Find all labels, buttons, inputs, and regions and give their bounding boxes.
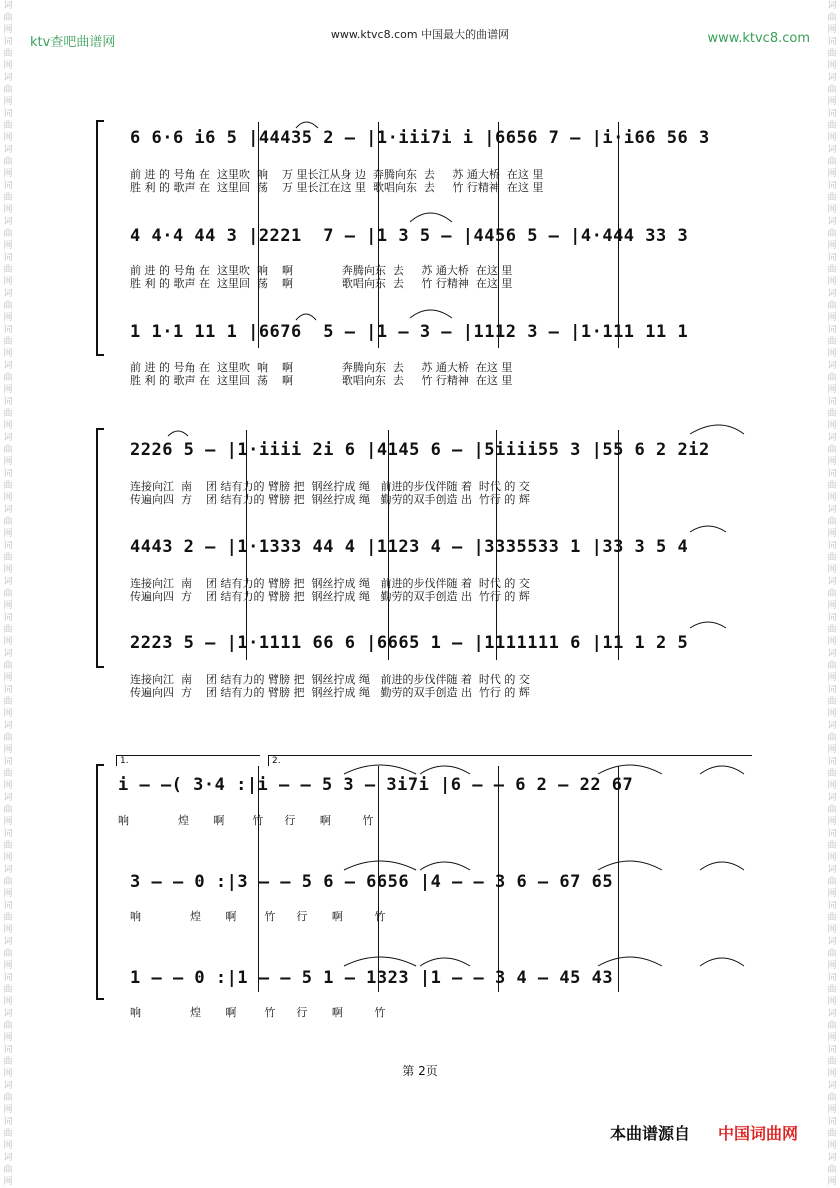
voice-2-notes: 4443 2 – |1·1333 44 4 |1123 4 – |3335533 1 |33 3 5 4 [130, 537, 689, 557]
slur [344, 861, 416, 870]
footer-source-site[interactable]: 中国词曲网 [718, 1124, 799, 1143]
voice-1-lyrics: 响 煌 啊 竹 行 啊 竹 [118, 814, 374, 827]
voice-2-lyrics-verse-2: 传遍向四 方 团 结有力的 臂膀 把 钢丝拧成 绳 勤劳的双手创造 出 竹行 的 辉 [130, 590, 530, 603]
slur [420, 862, 470, 870]
slur [690, 425, 744, 434]
slur [168, 431, 188, 436]
system-bracket [96, 428, 104, 668]
page-number: 第 2页 [402, 1064, 438, 1078]
right-watermark-strip: 词曲网词曲网词曲网词曲网词曲网词曲网词曲网词曲网词曲网词曲网词曲网词曲网词曲网词曲网词曲网词曲网词曲网词曲网词曲网词曲网词曲网词曲网词曲网词曲网词曲网词曲网词曲网词曲网词曲网词曲网词曲网词曲网词曲网 [827, 1, 837, 1187]
voice-1-lyrics-verse-2: 胜 利 的 歌声 在 这里回 荡 万 里长江在这 里 歌唱向东 去 竹 行精神 在这 里 [130, 181, 544, 194]
voice-1-lyrics-verse-2: 传遍向四 方 团 结有力的 臂膀 把 钢丝拧成 绳 勤劳的双手创造 出 竹行 的 辉 [130, 493, 530, 506]
slur [420, 958, 470, 966]
slur [700, 766, 744, 774]
voice-3-lyrics-verse-2: 胜 利 的 歌声 在 这里回 荡 啊 歌唱向东 去 竹 行精神 在这 里 [130, 374, 513, 387]
voice-1-lyrics-verse-1: 前 进 的 号角 在 这里吹 响 万 里长江从身 边 奔腾向东 去 苏 通大桥 在这 里 [130, 168, 544, 181]
slur [700, 958, 744, 966]
slur [598, 765, 662, 774]
footer-source-label: 本曲谱源自 [610, 1124, 691, 1143]
voice-2-notes: 3 – – 0 :|3 – – 5 6 – 6656 |4 – – 3 6 – 67 65 [130, 872, 614, 892]
voice-3-notes: 2223 5 – |1·1111 66 6 |6665 1 – |1111111 6 |11 1 2 5 [130, 633, 689, 653]
voice-3-notes: 1 1·1 11 1 |6676 5 – |1 – 3 – |1112 3 – |1·111 11 1 [130, 322, 689, 342]
slur [296, 314, 316, 320]
voice-3-lyrics-verse-1: 前 进 的 号角 在 这里吹 响 啊 奔腾向东 去 苏 通大桥 在这 里 [130, 361, 513, 374]
barline [618, 766, 619, 992]
slur [690, 622, 726, 628]
voice-2-notes: 4 4·4 44 3 |2221 7 – |1 3 5 – |4456 5 – |4·444 33 3 [130, 226, 689, 246]
voice-3-lyrics-verse-2: 传遍向四 方 团 结有力的 臂膀 把 钢丝拧成 绳 勤劳的双手创造 出 竹行 的 辉 [130, 686, 530, 699]
slur [410, 213, 452, 222]
voice-1-notes: i – –( 3·4 :|i – – 5 3 – 3i7i |6 – – 6 2 – 22 67 [118, 775, 634, 795]
system-bracket [96, 764, 104, 1000]
voice-1-notes: 6 6·6 i6 5 |44435 2 – |1·iii7i i |6656 7 – |i·i66 56 3 [130, 128, 710, 148]
slur [700, 862, 744, 870]
slur [690, 526, 726, 532]
voice-2-lyrics-verse-1: 前 进 的 号角 在 这里吹 响 啊 奔腾向东 去 苏 通大桥 在这 里 [130, 264, 513, 277]
voice-2-lyrics: 响 煌 啊 竹 行 啊 竹 [130, 910, 386, 923]
header-site-name[interactable]: ktv查吧曲谱网 [30, 35, 116, 50]
voice-1-lyrics-verse-1: 连接向江 南 团 结有力的 臂膀 把 钢丝拧成 绳 前进的步伐伴随 着 时代 的 交 [130, 480, 530, 493]
left-watermark-strip: 词曲网词曲网词曲网词曲网词曲网词曲网词曲网词曲网词曲网词曲网词曲网词曲网词曲网词曲网词曲网词曲网词曲网词曲网词曲网词曲网词曲网词曲网词曲网词曲网词曲网词曲网词曲网词曲网词曲网词曲网词曲网词曲网词曲网 [3, 1, 13, 1187]
slur [344, 957, 416, 966]
slur [410, 310, 452, 318]
slur [598, 957, 662, 966]
voice-3-lyrics-verse-1: 连接向江 南 团 结有力的 臂膀 把 钢丝拧成 绳 前进的步伐伴随 着 时代 的 交 [130, 673, 530, 686]
voice-3-lyrics: 响 煌 啊 竹 行 啊 竹 [130, 1006, 386, 1019]
slur [344, 765, 416, 774]
header-site-url[interactable]: www.ktvc8.com [707, 31, 810, 46]
voice-1-notes: 2226 5 – |1·iiii 2i 6 |4145 6 – |5iiii55 3 |55 6 2 2i2 [130, 440, 710, 460]
slur [598, 861, 662, 870]
slur [420, 766, 470, 774]
volta-second-ending: 2. [268, 755, 752, 766]
header-center-text: www.ktvc8.com 中国最大的曲谱网 [330, 28, 510, 41]
voice-3-notes: 1 – – 0 :|1 – – 5 1 – 1323 |1 – – 3 4 – 45 43 [130, 968, 614, 988]
voice-2-lyrics-verse-1: 连接向江 南 团 结有力的 臂膀 把 钢丝拧成 绳 前进的步伐伴随 着 时代 的 交 [130, 577, 530, 590]
volta-first-ending: 1. [116, 755, 260, 766]
system-bracket [96, 120, 104, 356]
voice-2-lyrics-verse-2: 胜 利 的 歌声 在 这里回 荡 啊 歌唱向东 去 竹 行精神 在这 里 [130, 277, 513, 290]
